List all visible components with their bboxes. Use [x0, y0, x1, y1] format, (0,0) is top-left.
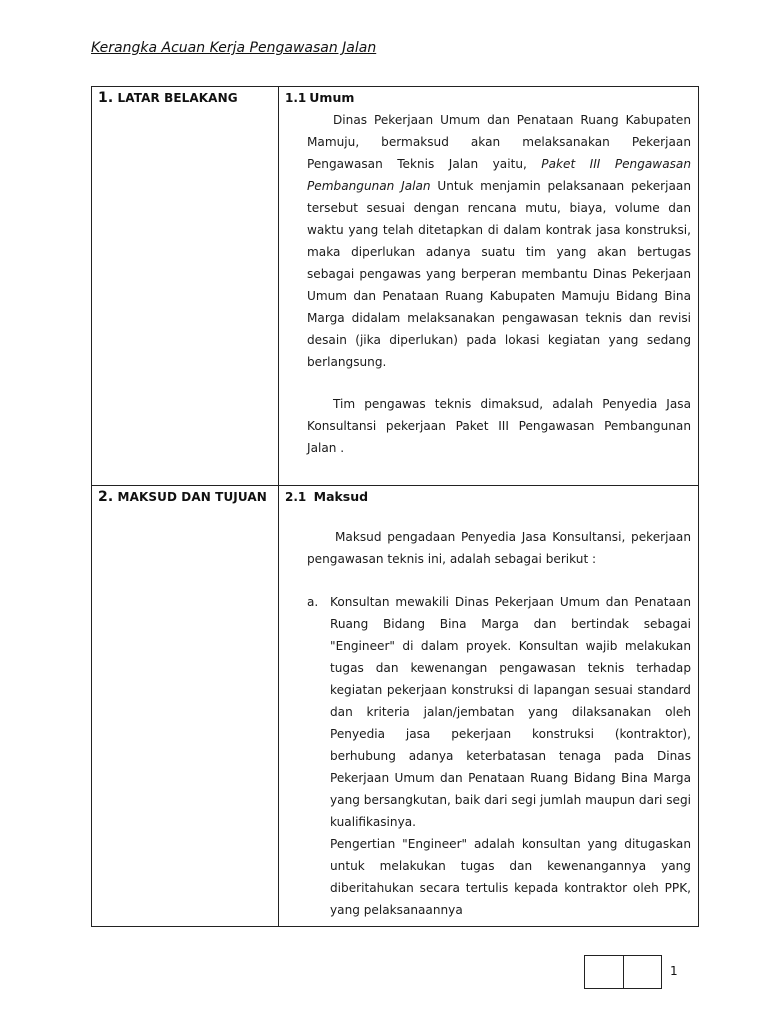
list-item-text: Pengertian "Engineer" adalah konsultan yang ditugaskan untuk melakukan tugas dan kewenangannya yang diberitahukan secara tertulis kepada kontraktor oleh PPK, yang pelaksanaannya: [330, 837, 691, 917]
section-row-maksud-dan-tujuan: [92, 486, 699, 927]
paragraph: [307, 526, 691, 570]
section-number: 2.: [98, 489, 114, 505]
page-number: 1: [670, 964, 678, 978]
paragraph-italic-text: Paket III Pengawasan Pembangunan Jalan: [307, 157, 691, 193]
list-item-text: Konsultan mewakili Dinas Pekerjaan Umum dan Penataan Ruang Bidang Bina Marga dan bertindak sebagai "Engineer" di dalam proyek. Konsultan wajib melakukan tugas dan kewenangan pengawasan teknis terhadap kegiatan pekerjaan konstruksi di lapangan sesuai standard dan kriteria jalan/jembatan yang dilaksanakan oleh Penyedia jasa pekerjaan konstruksi (kontraktor), berhubung adanya keterbatasan tenaga pada Dinas Pekerjaan Umum dan Penataan Ruang Bidang Bina Marga yang bersangkutan, baik dari segi jumlah maupun dari segi kualifikasinya.: [330, 595, 691, 829]
section-label: [92, 87, 278, 106]
subsection-title: Maksud: [313, 489, 369, 504]
section-label: [92, 486, 278, 505]
subsection-title: Umum: [309, 90, 355, 105]
page-number-box: [584, 955, 662, 989]
section-content-cell: [279, 87, 699, 486]
tor-table: [91, 86, 699, 927]
section-number: 1.: [98, 90, 114, 106]
paragraph-text: Untuk menjamin pelaksanaan pekerjaan tersebut sesuai dengan rencana mutu, biaya, volume dan waktu yang telah ditetapkan di dalam kontrak jasa konstruksi, maka diperlukan adanya suatu tim yang akan bertugas sebagai pengawas yang berperan membantu Dinas Pekerjaan Umum dan Penataan Ruang Kabupaten Mamuju Bidang Bina Marga didalam melaksanakan pengawasan teknis dan revisi desain (jika diperlukan) pada lokasi kegiatan yang sedang berlangsung.: [307, 179, 691, 369]
page-box-cell: [623, 956, 662, 988]
paragraph: [307, 109, 691, 373]
section-label-cell: [92, 87, 279, 486]
section-title: MAKSUD DAN TUJUAN: [117, 490, 267, 504]
subsection-heading: [279, 486, 698, 504]
list-marker: a.: [307, 595, 319, 609]
subsection-number: 1.1: [285, 91, 307, 105]
section-content-cell: [279, 486, 699, 927]
paragraph-text: Maksud pengadaan Penyedia Jasa Konsultansi, pekerjaan pengawasan teknis ini, adalah sebagai berikut :: [307, 530, 691, 566]
list-item: [307, 591, 691, 921]
section-label-cell: [92, 486, 279, 927]
page-box-cell: [585, 956, 623, 988]
paragraph-text: Tim pengawas teknis dimaksud, adalah Penyedia Jasa Konsultansi pekerjaan Paket III Pengawasan Pembangunan Jalan .: [307, 397, 691, 455]
section-row-latar-belakang: [92, 87, 699, 486]
section-title: LATAR BELAKANG: [117, 91, 238, 105]
paragraph-text: Dinas Pekerjaan Umum dan Penataan Ruang Kabupaten Mamuju, bermaksud akan melaksanakan Pekerjaan Pengawasan Teknis Jalan yaitu,: [307, 113, 691, 171]
subsection-number: 2.1: [285, 490, 307, 504]
subsection-heading: [279, 87, 698, 105]
paragraph: [307, 393, 691, 459]
page-title: Kerangka Acuan Kerja Pengawasan Jalan: [91, 40, 377, 56]
